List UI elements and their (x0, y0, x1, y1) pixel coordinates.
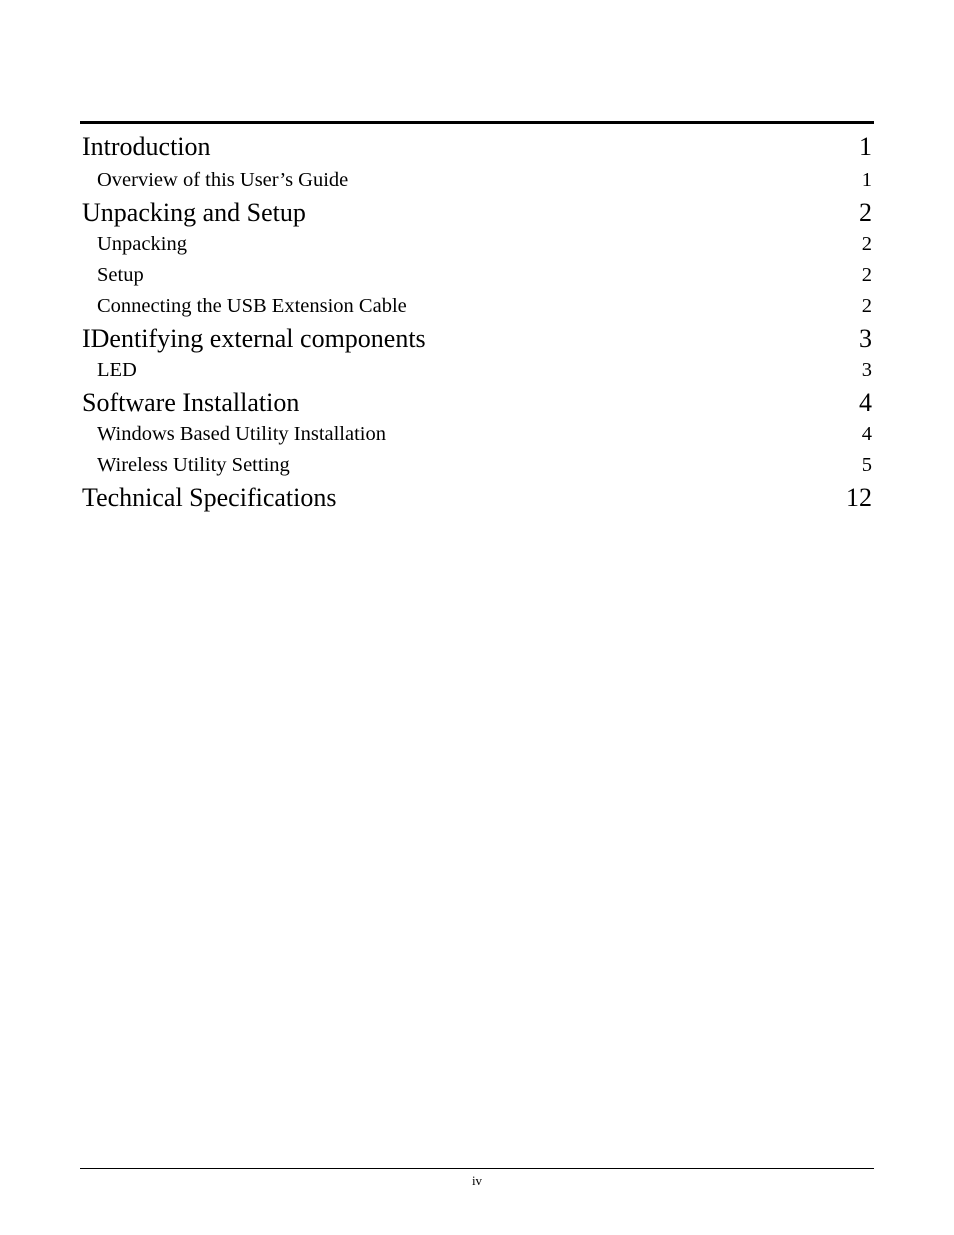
toc-entry-page: 1 (861, 169, 872, 191)
toc-entry-page: 2 (861, 264, 872, 286)
toc-entry-page: 5 (861, 454, 872, 476)
toc-entry-title: Windows Based Utility Installation (97, 423, 386, 445)
toc-entry-title: IDentifying external components (82, 324, 426, 353)
toc-entry-technical-specifications[interactable] (82, 481, 872, 514)
toc-entry-page: 4 (861, 423, 872, 445)
toc-entry-title: Unpacking and Setup (82, 198, 306, 227)
toc-entry-title: Unpacking (97, 233, 187, 255)
toc-entry-setup[interactable] (82, 260, 872, 291)
toc-entry-page: 3 (861, 359, 872, 381)
toc-entry-unpacking-and-setup[interactable] (82, 196, 872, 229)
table-of-contents (82, 128, 872, 514)
toc-entry-windows-utility-installation[interactable] (82, 419, 872, 450)
toc-entry-title: Wireless Utility Setting (97, 454, 290, 476)
toc-entry-page: 3 (859, 324, 872, 353)
toc-entry-title: Technical Specifications (82, 483, 337, 512)
footer-rule (80, 1168, 874, 1169)
toc-entry-title: Overview of this User’s Guide (97, 169, 349, 191)
toc-entry-page: 2 (859, 198, 872, 227)
toc-entry-unpacking[interactable] (82, 229, 872, 260)
toc-entry-overview[interactable] (82, 165, 872, 196)
toc-entry-page: 1 (859, 132, 872, 161)
toc-entry-page: 2 (861, 233, 872, 255)
header-rule (80, 121, 874, 124)
toc-entry-title: LED (97, 359, 137, 381)
toc-entry-external-components[interactable] (82, 322, 872, 355)
toc-entry-title: Introduction (82, 132, 211, 161)
toc-entry-page: 2 (861, 295, 872, 317)
toc-entry-title: Software Installation (82, 388, 300, 417)
toc-entry-page: 12 (846, 483, 872, 512)
toc-entry-software-installation[interactable] (82, 386, 872, 419)
toc-entry-usb-extension-cable[interactable] (82, 291, 872, 322)
toc-entry-wireless-utility-setting[interactable] (82, 450, 872, 481)
toc-entry-led[interactable] (82, 355, 872, 386)
toc-entry-page: 4 (859, 388, 872, 417)
page-number: iv (471, 1173, 483, 1188)
toc-entry-title: Setup (97, 264, 144, 286)
toc-entry-title: Connecting the USB Extension Cable (97, 295, 407, 317)
toc-entry-introduction[interactable] (82, 128, 872, 165)
